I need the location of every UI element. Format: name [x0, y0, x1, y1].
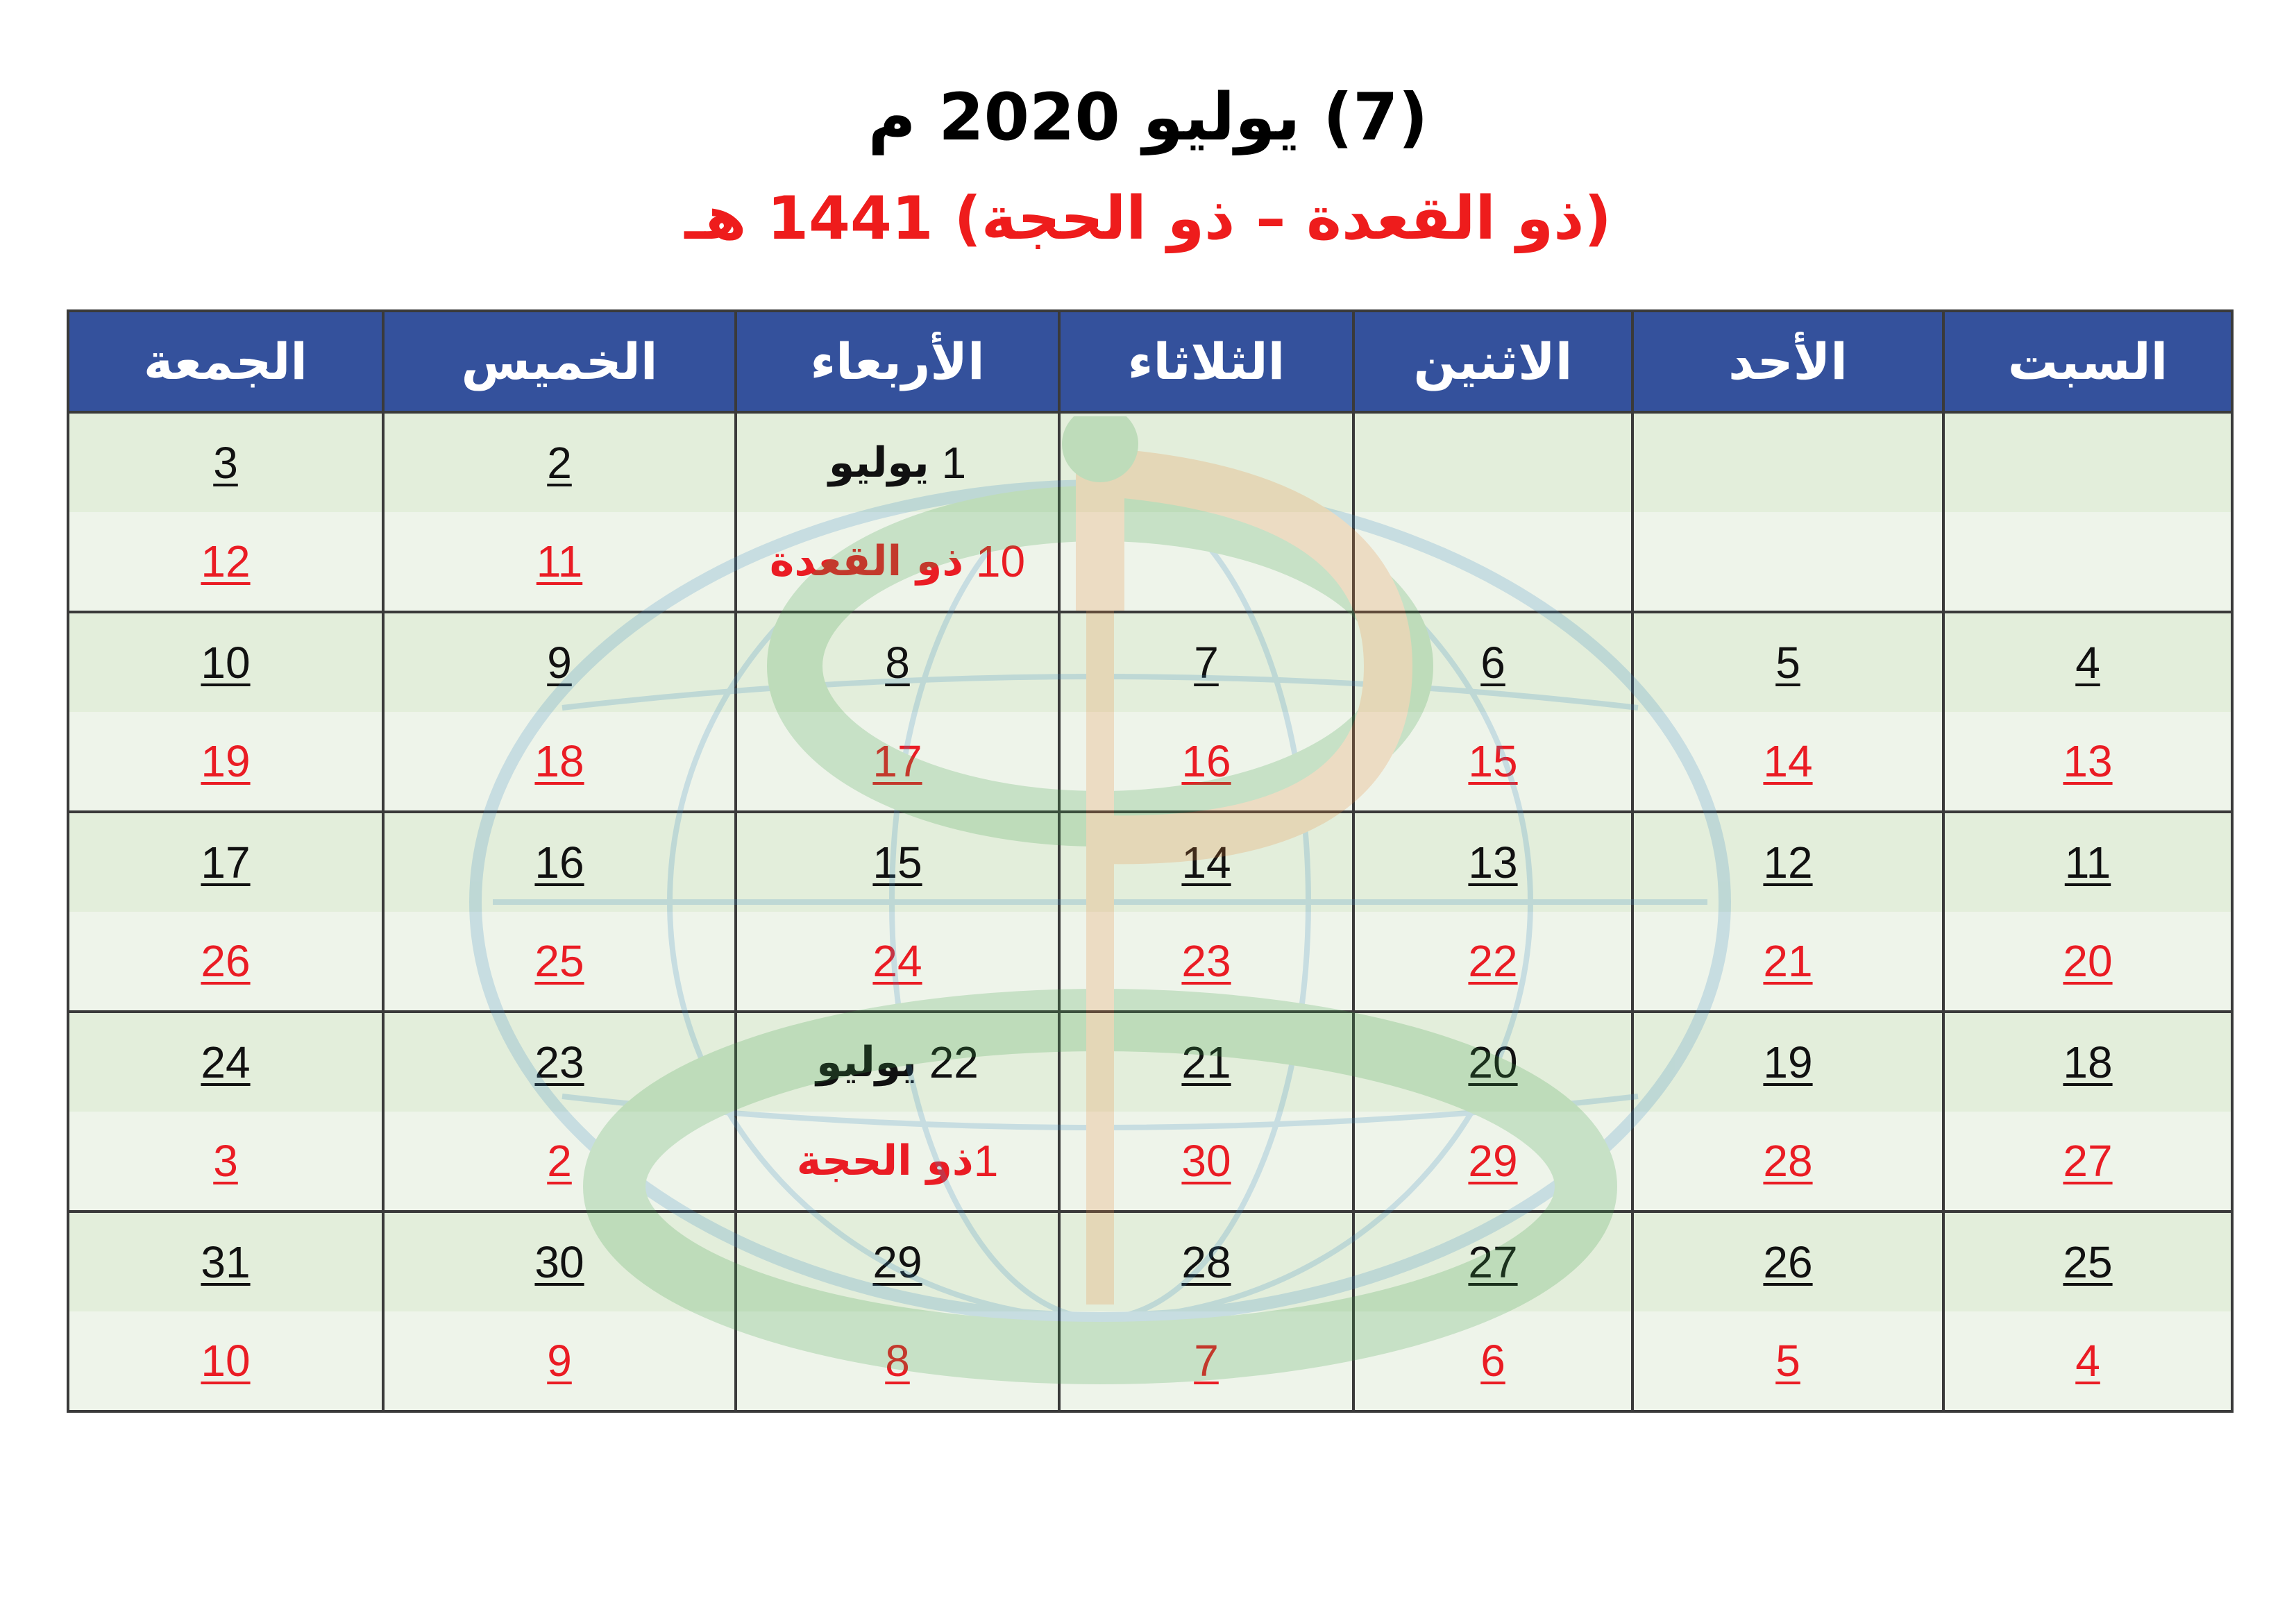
- day-cell-content: [737, 613, 1058, 810]
- hijri-month-label: ذو القعدة: [769, 537, 964, 586]
- calendar-titles: [0, 66, 2296, 267]
- day-cell: [1632, 612, 1943, 812]
- day-cell: [1632, 1212, 1943, 1411]
- day-cell-content: [1355, 1013, 1631, 1210]
- weekday-header: الأحد: [1632, 311, 1943, 412]
- gregorian-day: 7: [1061, 613, 1352, 712]
- day-cell: [1353, 412, 1632, 612]
- hijri-day: 14: [1634, 712, 1942, 810]
- gregorian-day: 14: [1061, 813, 1352, 912]
- hijri-day: 26: [69, 912, 382, 1010]
- day-cell-content: [1355, 1213, 1631, 1410]
- day-cell: [383, 412, 736, 612]
- hijri-day: 16: [1061, 712, 1352, 810]
- gregorian-day: 16: [385, 813, 734, 912]
- day-cell: [1943, 612, 2232, 812]
- gregorian-day: 24: [69, 1013, 382, 1112]
- day-cell-content: [69, 1013, 382, 1210]
- hijri-day: 12: [69, 512, 382, 611]
- gregorian-day: [737, 414, 1058, 512]
- gregorian-day: 29: [737, 1213, 1058, 1311]
- gregorian-day: 19: [1634, 1013, 1942, 1112]
- day-cell: [68, 1212, 383, 1411]
- day-cell-content: [1355, 414, 1631, 611]
- calendar-table: [67, 309, 2234, 1413]
- gregorian-day: 25: [1945, 1213, 2231, 1311]
- day-cell-content: [385, 1013, 734, 1210]
- gregorian-day: 11: [1945, 813, 2231, 912]
- day-cell-content: [1945, 1013, 2231, 1210]
- day-cell: [1059, 812, 1353, 1012]
- gregorian-day: 15: [737, 813, 1058, 912]
- hijri-day: 30: [1061, 1112, 1352, 1210]
- hijri-month-label: ذو الحجة: [796, 1137, 974, 1185]
- day-cell-content: [1061, 414, 1352, 611]
- hijri-day: 11: [385, 512, 734, 611]
- hijri-day: [737, 512, 1058, 611]
- hijri-day: 25: [385, 912, 734, 1010]
- day-cell: [1943, 1012, 2232, 1212]
- hijri-day: 19: [69, 712, 382, 810]
- gregorian-day: [737, 1013, 1058, 1112]
- day-cell: [383, 1012, 736, 1212]
- day-cell-content: [1061, 1013, 1352, 1210]
- gregorian-day: 9: [385, 613, 734, 712]
- day-cell: [1059, 1012, 1353, 1212]
- day-cell: [1943, 1212, 2232, 1411]
- day-cell: [736, 612, 1059, 812]
- hijri-day: 7: [1061, 1311, 1352, 1410]
- day-cell: [1059, 1212, 1353, 1411]
- weekday-header: الأربعاء: [736, 311, 1059, 412]
- hijri-day-number: 10: [975, 536, 1026, 586]
- gregorian-day: 5: [1634, 613, 1942, 712]
- day-cell: [736, 1212, 1059, 1411]
- gregorian-day: 31: [69, 1213, 382, 1311]
- gregorian-month-title: (7) يوليو 2020 م: [868, 80, 1428, 155]
- hijri-day: 15: [1355, 712, 1631, 810]
- gregorian-day-number: 22: [929, 1037, 979, 1087]
- gregorian-month-label: يوليو: [816, 1038, 917, 1087]
- hijri-day: 24: [737, 912, 1058, 1010]
- hijri-day: [737, 1112, 1058, 1210]
- hijri-day: [1634, 512, 1942, 611]
- hijri-day: 2: [385, 1112, 734, 1210]
- day-cell: [736, 1012, 1059, 1212]
- hijri-day: 8: [737, 1311, 1058, 1410]
- day-cell: [1353, 812, 1632, 1012]
- gregorian-day: 13: [1355, 813, 1631, 912]
- day-cell: [383, 812, 736, 1012]
- day-cell-content: [737, 1213, 1058, 1410]
- hijri-month-title: (ذو القعدة – ذو الحجة) 1441 هـ: [684, 184, 1612, 253]
- gregorian-day: 21: [1061, 1013, 1352, 1112]
- weekday-header: الثلاثاء: [1059, 311, 1353, 412]
- hijri-day: 3: [69, 1112, 382, 1210]
- day-cell-content: [69, 414, 382, 611]
- day-cell: [68, 812, 383, 1012]
- day-cell-content: [1634, 1213, 1942, 1410]
- day-cell: [1353, 612, 1632, 812]
- day-cell: [68, 412, 383, 612]
- day-cell: [383, 1212, 736, 1411]
- gregorian-day: 3: [69, 414, 382, 512]
- hijri-day: 23: [1061, 912, 1352, 1010]
- gregorian-day-number: 1: [941, 438, 967, 488]
- day-cell-content: [1061, 1213, 1352, 1410]
- gregorian-day: 23: [385, 1013, 734, 1112]
- day-cell: [736, 412, 1059, 612]
- gregorian-day: [1061, 414, 1352, 512]
- day-cell: [1632, 1012, 1943, 1212]
- hijri-day: 10: [69, 1311, 382, 1410]
- gregorian-day: 4: [1945, 613, 2231, 712]
- day-cell-content: [1945, 613, 2231, 810]
- day-cell: [1059, 412, 1353, 612]
- gregorian-day: [1634, 414, 1942, 512]
- gregorian-day: 8: [737, 613, 1058, 712]
- gregorian-month-label: يوليو: [828, 439, 929, 487]
- hijri-day: 17: [737, 712, 1058, 810]
- calendar-body: [68, 412, 2232, 1411]
- day-cell: [1943, 812, 2232, 1012]
- day-cell: [736, 812, 1059, 1012]
- week-row: [68, 1012, 2232, 1212]
- week-row: [68, 812, 2232, 1012]
- day-cell: [1943, 412, 2232, 612]
- weekday-header: الاثنين: [1353, 311, 1632, 412]
- hijri-day: 22: [1355, 912, 1631, 1010]
- gregorian-day: 30: [385, 1213, 734, 1311]
- day-cell: [383, 612, 736, 812]
- day-cell-content: [1634, 1013, 1942, 1210]
- day-cell-content: [1945, 1213, 2231, 1410]
- day-cell-content: [1061, 813, 1352, 1010]
- gregorian-day: 10: [69, 613, 382, 712]
- hijri-day: 5: [1634, 1311, 1942, 1410]
- gregorian-day: 2: [385, 414, 734, 512]
- day-cell-content: [385, 1213, 734, 1410]
- weekday-header-row: [68, 311, 2232, 412]
- gregorian-day: 28: [1061, 1213, 1352, 1311]
- day-cell-content: [737, 813, 1058, 1010]
- gregorian-day: 27: [1355, 1213, 1631, 1311]
- day-cell-content: [1061, 613, 1352, 810]
- gregorian-day: 17: [69, 813, 382, 912]
- weekday-header: السبت: [1943, 311, 2232, 412]
- hijri-day: 6: [1355, 1311, 1631, 1410]
- day-cell: [1353, 1212, 1632, 1411]
- day-cell-content: [1945, 813, 2231, 1010]
- weekday-header: الجمعة: [68, 311, 383, 412]
- hijri-day: 4: [1945, 1311, 2231, 1410]
- week-row: [68, 1212, 2232, 1411]
- day-cell-content: [1355, 613, 1631, 810]
- day-cell-content: [1634, 813, 1942, 1010]
- week-row: [68, 412, 2232, 612]
- hijri-day: 29: [1355, 1112, 1631, 1210]
- hijri-day: 20: [1945, 912, 2231, 1010]
- hijri-day: 18: [385, 712, 734, 810]
- gregorian-day: 20: [1355, 1013, 1631, 1112]
- day-cell: [1059, 612, 1353, 812]
- gregorian-day: [1945, 414, 2231, 512]
- day-cell: [1353, 1012, 1632, 1212]
- day-cell: [1632, 812, 1943, 1012]
- day-cell-content: [737, 414, 1058, 611]
- gregorian-day: 18: [1945, 1013, 2231, 1112]
- hijri-day: 13: [1945, 712, 2231, 810]
- hijri-day: [1945, 512, 2231, 611]
- day-cell-content: [1945, 414, 2231, 611]
- day-cell-content: [1634, 613, 1942, 810]
- hijri-day-number: 1: [973, 1136, 999, 1186]
- gregorian-day: 26: [1634, 1213, 1942, 1311]
- day-cell-content: [385, 613, 734, 810]
- weekday-header: الخميس: [383, 311, 736, 412]
- day-cell: [68, 612, 383, 812]
- hijri-day: 21: [1634, 912, 1942, 1010]
- gregorian-day: [1355, 414, 1631, 512]
- gregorian-day: 6: [1355, 613, 1631, 712]
- day-cell-content: [385, 414, 734, 611]
- week-row: [68, 612, 2232, 812]
- day-cell: [68, 1012, 383, 1212]
- hijri-day: [1061, 512, 1352, 611]
- day-cell: [1632, 412, 1943, 612]
- day-cell-content: [1634, 414, 1942, 611]
- hijri-day: 27: [1945, 1112, 2231, 1210]
- day-cell-content: [1355, 813, 1631, 1010]
- day-cell-content: [69, 1213, 382, 1410]
- day-cell-content: [69, 613, 382, 810]
- day-cell-content: [737, 1013, 1058, 1210]
- hijri-day: 9: [385, 1311, 734, 1410]
- gregorian-day: 12: [1634, 813, 1942, 912]
- day-cell-content: [69, 813, 382, 1010]
- hijri-day: [1355, 512, 1631, 611]
- day-cell-content: [385, 813, 734, 1010]
- hijri-day: 28: [1634, 1112, 1942, 1210]
